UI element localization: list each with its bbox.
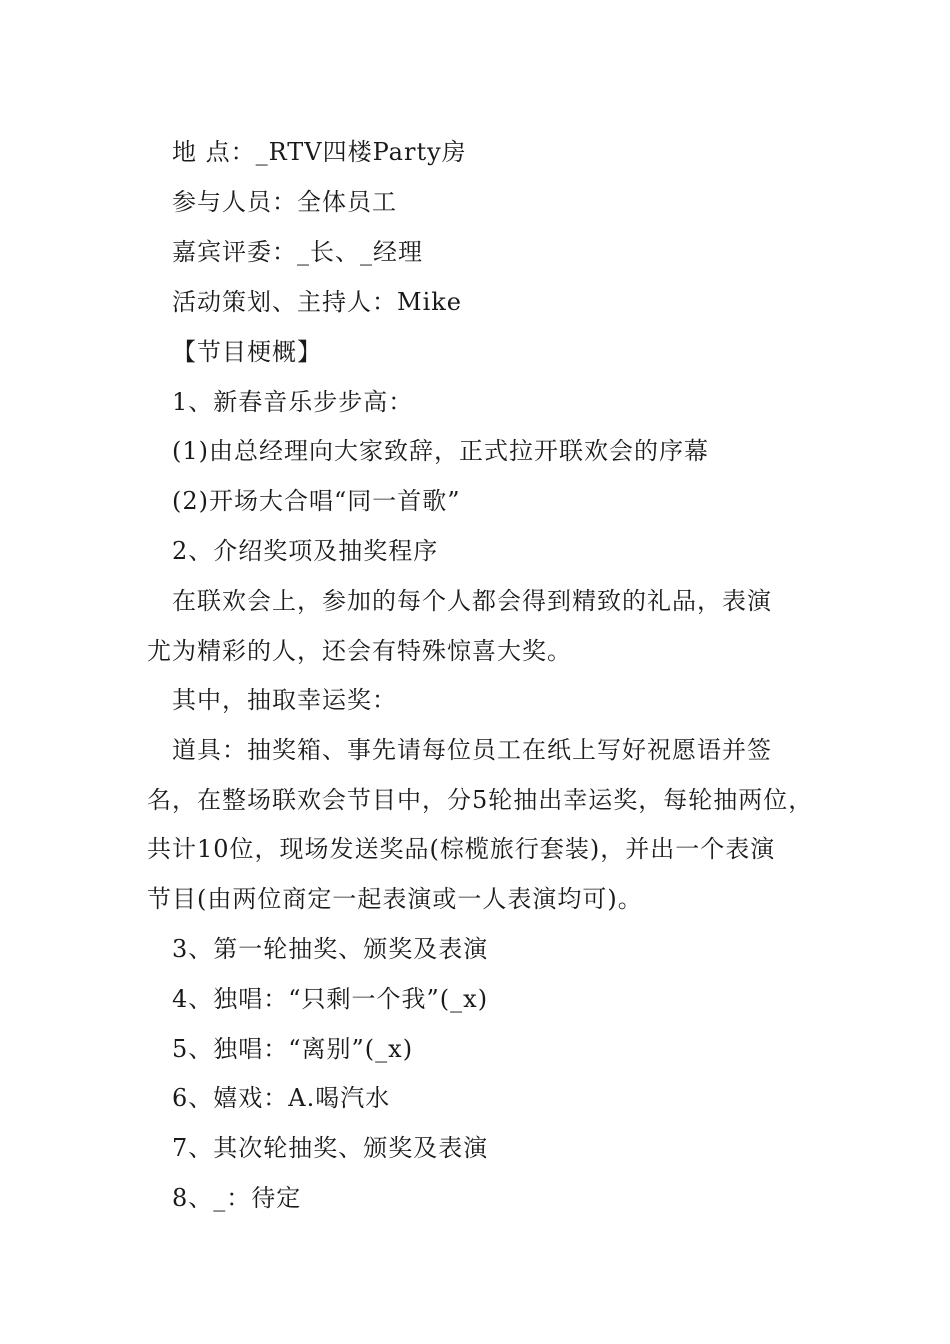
paragraph-line: 在联欢会上，参加的每个人都会得到精致的礼品，表演 bbox=[172, 587, 772, 615]
item-2: 2、介绍奖项及抽奖程序 bbox=[172, 537, 439, 565]
judges-line: 嘉宾评委：_长、_经理 bbox=[172, 238, 423, 266]
item-6: 6、嬉戏：A.喝汽水 bbox=[172, 1084, 391, 1112]
item-3: 3、第一轮抽奖、颁奖及表演 bbox=[172, 935, 489, 963]
item-7: 7、其次轮抽奖、颁奖及表演 bbox=[172, 1134, 489, 1162]
venue-line: 地 点：_RTV四楼Party房 bbox=[172, 138, 467, 166]
paragraph-line: 道具：抽奖箱、事先请每位员工在纸上写好祝愿语并签 bbox=[172, 736, 772, 764]
program-heading: 【节目梗概】 bbox=[172, 338, 322, 366]
paragraph-line: 名，在整场联欢会节目中，分5轮抽出幸运奖，每轮抽两位， bbox=[147, 786, 814, 814]
item-4: 4、独唱：“只剩一个我”(_x) bbox=[172, 985, 489, 1013]
host-line: 活动策划、主持人：Mike bbox=[172, 288, 462, 316]
item-1-sub-1: (1)由总经理向大家致辞，正式拉开联欢会的序幕 bbox=[172, 437, 709, 465]
item-1: 1、新春音乐步步高： bbox=[172, 388, 414, 416]
paragraph-line: 共计10位，现场发送奖品(棕榄旅行套装)，并出一个表演 bbox=[147, 835, 776, 863]
item-5: 5、独唱：“离别”(_x) bbox=[172, 1035, 414, 1063]
item-1-sub-2: (2)开场大合唱“同一首歌” bbox=[172, 487, 461, 515]
paragraph-line: 尤为精彩的人，还会有特殊惊喜大奖。 bbox=[147, 637, 572, 665]
item-8: 8、_：待定 bbox=[172, 1184, 302, 1212]
lucky-prize-line: 其中，抽取幸运奖： bbox=[172, 686, 397, 714]
participants-line: 参与人员：全体员工 bbox=[172, 188, 397, 216]
paragraph-line: 节目(由两位商定一起表演或一人表演均可)。 bbox=[147, 885, 643, 913]
